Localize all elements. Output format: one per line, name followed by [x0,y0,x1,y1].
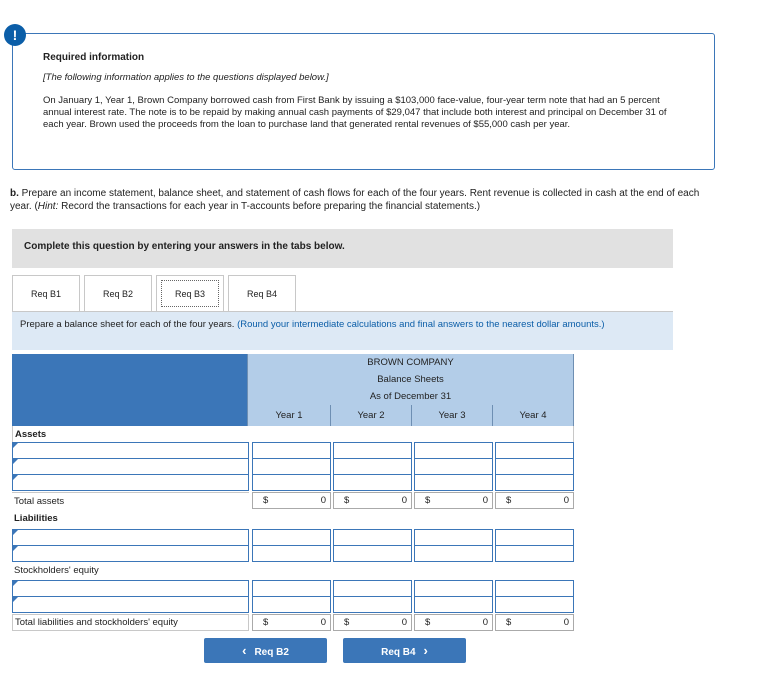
equity-year2-input[interactable] [333,580,412,597]
dropdown-marker-icon [13,581,18,586]
question-body: Prepare an income statement, balance sheet, and statement of cash flows for each of the four years. Rent revenue is collected in cash at the end of each year. ( [10,188,700,212]
asset-year1-input[interactable] [252,458,331,475]
question-prefix: b. [10,188,19,199]
equity-year4-input[interactable] [495,580,574,597]
total-le-year1-value: 0 [320,617,326,628]
tab-req-b1[interactable] [12,275,80,311]
tab-req-b4[interactable] [228,275,296,311]
equity-row [12,562,574,580]
equity-year1-input[interactable] [252,580,331,597]
dollar-sign: $ [344,495,350,506]
asset-input-row [12,474,574,491]
total-assets-year2-value: 0 [401,495,407,506]
liability-account-select[interactable] [12,545,249,562]
tab-req-b3[interactable] [156,275,224,311]
total-le-year2-value: 0 [401,617,407,628]
equity-account-select[interactable] [12,580,249,597]
hint-text: Record the transactions for each year in T-accounts before preparing the financial statements.) [58,201,481,212]
total-le-row [12,614,574,632]
dropdown-marker-icon [13,530,18,535]
total-assets-year4-value: 0 [563,495,569,506]
asset-account-select[interactable] [12,458,249,475]
prev-req-b2-button[interactable] [204,638,327,663]
total-assets-year2 [333,492,412,509]
instruction-text: Prepare a balance sheet for each of the four years. [20,319,238,330]
company-name: BROWN COMPANY [247,354,574,371]
dollar-sign: $ [263,617,269,628]
info-note: [The following information applies to the questions displayed below.] [43,72,329,83]
liability-year1-input[interactable] [252,529,331,546]
total-assets-year1-value: 0 [320,495,326,506]
equity-account-select[interactable] [12,596,249,613]
liability-input-row [12,545,574,562]
assets-label: Assets [15,429,47,440]
header-left-band [12,354,247,426]
dollar-sign: $ [506,617,512,628]
complete-question-bar: Complete this question by entering your answers in the tabs below. [12,229,673,268]
dollar-sign: $ [344,617,350,628]
info-title: Required information [43,52,145,63]
asset-input-row [12,442,574,459]
asset-input-row [12,458,574,475]
dropdown-marker-icon [13,597,18,602]
liability-input-row [12,529,574,546]
total-assets-label: Total assets [12,492,249,509]
asset-account-select[interactable] [12,442,249,459]
asset-year1-input[interactable] [252,442,331,459]
total-le-year4 [495,614,574,631]
liability-year1-input[interactable] [252,545,331,562]
equity-year3-input[interactable] [414,596,493,613]
dollar-sign: $ [263,495,269,506]
liability-year3-input[interactable] [414,545,493,562]
asset-account-select[interactable] [12,474,249,491]
tab-req-b2[interactable] [84,275,152,311]
instruction-panel [12,311,673,350]
liability-year2-input[interactable] [333,529,412,546]
asset-year3-input[interactable] [414,458,493,475]
liability-year4-input[interactable] [495,529,574,546]
tab-label: Req B2 [102,289,134,299]
asset-year2-input[interactable] [333,474,412,491]
instruction-hint: (Round your intermediate calculations and final answers to the nearest dollar amounts.) [237,319,605,330]
hint-label: Hint: [37,201,59,212]
dropdown-marker-icon [13,459,18,464]
dollar-sign: $ [506,495,512,506]
statement-date: As of December 31 [247,388,574,405]
question-text [10,187,710,213]
next-req-b4-button[interactable] [343,638,466,663]
asset-year1-input[interactable] [252,474,331,491]
chevron-left-icon: ‹ [242,643,247,658]
total-le-year4-value: 0 [563,617,569,628]
total-assets-year3-value: 0 [482,495,488,506]
year-4-header: Year 4 [492,405,573,426]
tab-label: Req B4 [246,289,278,299]
asset-year4-input[interactable] [495,474,574,491]
prev-button-label: Req B2 [254,647,289,658]
equity-year4-input[interactable] [495,596,574,613]
chevron-right-icon: › [423,643,428,658]
asset-year4-input[interactable] [495,458,574,475]
total-le-year2 [333,614,412,631]
equity-year3-input[interactable] [414,580,493,597]
tab-label: Req B1 [30,289,62,299]
required-information-box [12,33,715,170]
dollar-sign: $ [425,617,431,628]
liabilities-label: Liabilities [14,513,58,524]
year-header-row [247,405,574,426]
liability-year3-input[interactable] [414,529,493,546]
equity-input-row [12,596,574,613]
asset-year2-input[interactable] [333,442,412,459]
asset-year3-input[interactable] [414,474,493,491]
total-le-label: Total liabilities and stockholders' equity [12,614,249,631]
dollar-sign: $ [425,495,431,506]
equity-year1-input[interactable] [252,596,331,613]
dropdown-marker-icon [13,546,18,551]
total-le-year1 [252,614,331,631]
liability-year4-input[interactable] [495,545,574,562]
dropdown-marker-icon [13,475,18,480]
equity-year2-input[interactable] [333,596,412,613]
total-assets-row [12,492,574,510]
dropdown-marker-icon [13,443,18,448]
liability-account-select[interactable] [12,529,249,546]
asset-year2-input[interactable] [333,458,412,475]
year-2-header: Year 2 [330,405,411,426]
focus-ring [161,280,219,307]
total-le-year3 [414,614,493,631]
next-button-label: Req B4 [381,647,416,658]
info-text: On January 1, Year 1, Brown Company borrowed cash from First Bank by issuing a $103,000 face-value, four-year term note that had an 5 percent annual interest rate. The note is to be repaid by making annual cash payments of $29,047 that include both interest and principal on December 31 of each year. Brown used the proceeds from the loan to purchase land that generated rental revenues of $55,000 cash per year. [43,95,667,130]
total-assets-year3 [414,492,493,509]
alert-icon: ! [4,24,26,46]
year-1-header: Year 1 [275,410,303,421]
total-assets-year4 [495,492,574,509]
asset-year4-input[interactable] [495,442,574,459]
year-3-header: Year 3 [411,405,492,426]
equity-input-row [12,580,574,597]
asset-year3-input[interactable] [414,442,493,459]
liability-year2-input[interactable] [333,545,412,562]
equity-label: Stockholders' equity [14,565,99,576]
total-assets-year1 [252,492,331,509]
liabilities-row [12,510,574,528]
tab-label: Req B3 [174,289,206,299]
total-le-year3-value: 0 [482,617,488,628]
statement-title: Balance Sheets [247,371,574,388]
